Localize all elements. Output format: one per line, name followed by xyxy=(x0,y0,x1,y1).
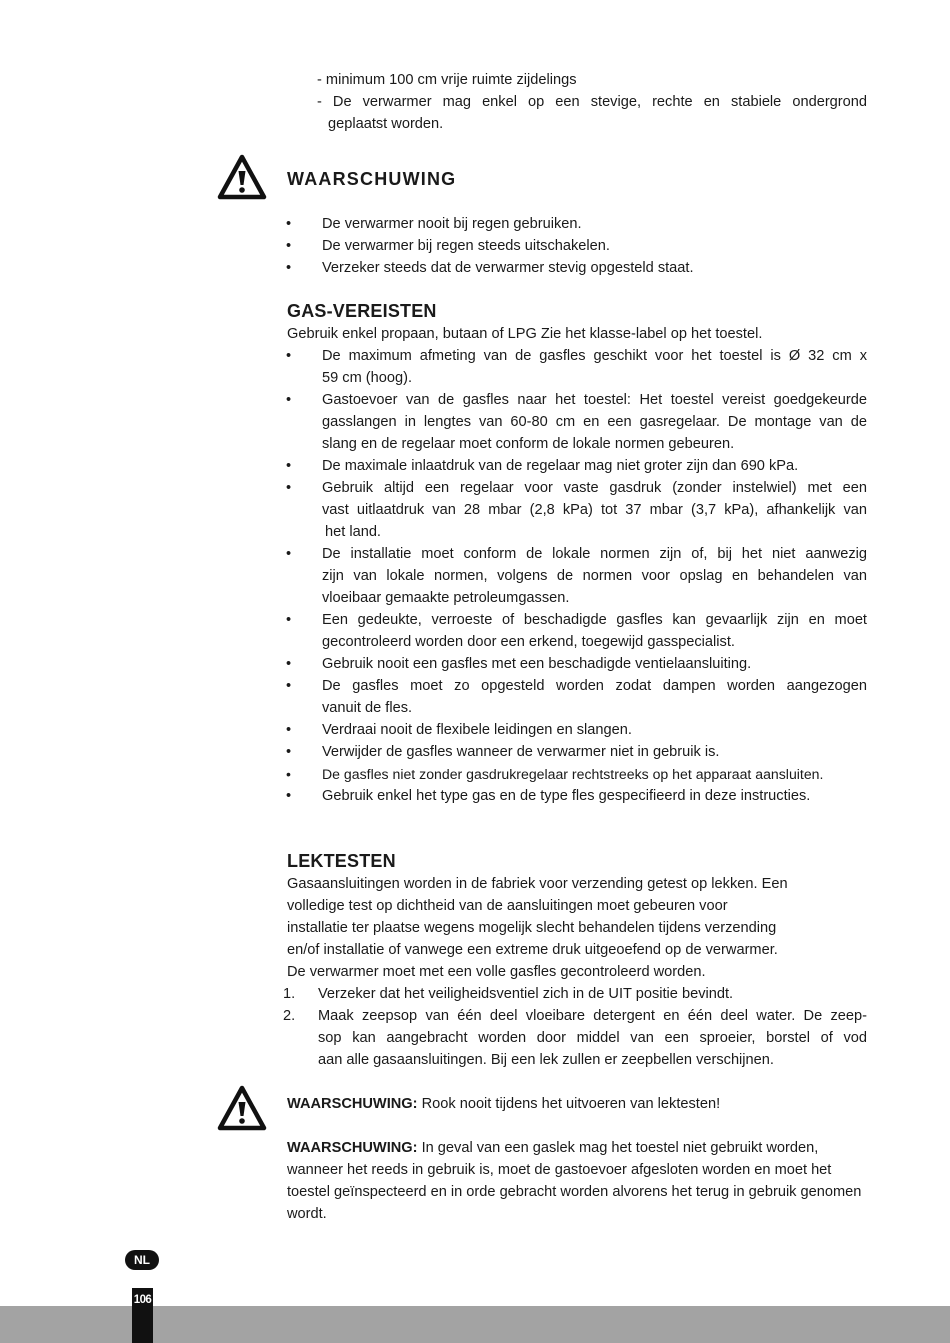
gas-list-continuation: vast uitlaatdruk van 28 mbar (2,8 kPa) tot 37 mbar (3,7 kPa), afhankelijk van xyxy=(322,502,867,518)
warning-list-item: • De verwarmer bij regen steeds uitschakelen. xyxy=(322,235,904,257)
gas-list-continuation: 59 cm (hoog). xyxy=(322,370,413,386)
gas-list-item xyxy=(322,675,867,697)
warning-list-item: • De verwarmer nooit bij regen gebruiken. xyxy=(322,213,904,235)
leak-step xyxy=(283,983,900,1005)
gas-list-item: • De gasfles niet zonder gasdrukregelaar rechtstreeks op het apparaat aansluiten. xyxy=(322,763,904,785)
step-text: Verzeker dat het veiligheidsventiel zich in de UIT positie bevindt. xyxy=(318,986,734,1002)
warning-heading: WAARSCHUWING xyxy=(287,169,457,189)
smoking-warning xyxy=(287,1093,869,1115)
gas-line: • Gebruik altijd een regelaar voor vaste gasdruk (zonder instelwiel) met een xyxy=(322,480,867,496)
gas-list-item: • Verdraai nooit de flexibele leidingen en slangen. xyxy=(322,719,904,741)
gas-requirements-heading: GAS-VEREISTEN xyxy=(287,301,437,321)
gas-line: • De installatie moet conform de lokale normen zijn of, bij het niet aanwezig xyxy=(322,546,867,562)
gas-list-continuation: slang en de regelaar moet conform de lokale normen gebeuren. xyxy=(322,436,735,452)
warning-triangle-icon xyxy=(217,1085,267,1131)
step-text: Maak zeepsop van één deel vloeibare detergent en één deel water. De zeep- xyxy=(318,1008,867,1024)
warning-label: WAARSCHUWING: xyxy=(287,1140,418,1156)
gas-list-continuation: het land. xyxy=(325,524,381,540)
step-number: 1. xyxy=(283,986,296,1002)
gas-line: • Een gedeukte, verroeste of beschadigde gasfles kan gevaarlijk zijn en moet xyxy=(322,612,867,628)
gas-list-item xyxy=(322,543,867,565)
leak-test-heading: LEKTESTEN xyxy=(287,851,396,871)
leak-paragraph-line: De verwarmer moet met een volle gasfles gecontroleerd worden. xyxy=(287,964,706,980)
leak-step-continuation: sop kan aangebracht worden door middel van een sproeier, borstel of vod xyxy=(318,1030,867,1046)
gas-list-item xyxy=(322,389,867,411)
gas-list-continuation: zijn van lokale normen, volgens de normen voor opslag en behandelen van xyxy=(322,568,867,584)
gas-line: • De maximum afmeting van de gasfles geschikt voor het toestel is Ø 32 cm x xyxy=(322,348,867,364)
leak-paragraph-line: Gasaansluitingen worden in de fabriek voor verzending getest op lekken. Een xyxy=(287,876,788,892)
warning-text: In geval van een gaslek mag het toestel niet gebruikt worden, wanneer het reeds in gebruik is, moet de gastoevoer afgesloten worden en moet het toestel geïnspecteerd en in orde gebracht worden alvorens het terug in gebruik genomen wordt. xyxy=(287,1140,862,1222)
warning-label: WAARSCHUWING: xyxy=(287,1096,418,1112)
leak-step-continuation: aan alle gasaansluitingen. Bij een lek zullen er zeepbellen verschijnen. xyxy=(318,1052,774,1068)
step-number: 2. xyxy=(283,1008,296,1024)
gas-leak-warning xyxy=(287,1137,875,1225)
gas-list-continuation: vloeibaar gemaakte petroleumgassen. xyxy=(322,590,570,606)
gas-list-item: • De maximale inlaatdruk van de regelaar mag niet groter zijn dan 690 kPa. xyxy=(322,455,904,477)
gas-list-continuation: gasslangen in lengtes van 60-80 cm en een gasregelaar. De montage van de xyxy=(322,414,867,430)
top-list-item: - De verwarmer mag enkel op een stevige, rechte en stabiele ondergrond xyxy=(317,94,867,110)
gas-list-item: • Verwijder de gasfles wanneer de verwarmer niet in gebruik is. xyxy=(322,741,904,763)
leak-paragraph-line: installatie ter plaatse wegens mogelijk slecht behandelen tijdens verzending xyxy=(287,920,777,936)
gas-list-continuation: gecontroleerd worden door een erkend, toegewijd gasspecialist. xyxy=(322,634,735,650)
gas-intro: Gebruik enkel propaan, butaan of LPG Zie het klasse-label op het toestel. xyxy=(287,326,763,342)
page-number: 106 xyxy=(133,1294,152,1306)
warning-triangle-icon xyxy=(217,154,267,200)
gas-list-item xyxy=(322,609,867,631)
leak-paragraph-line: en/of installatie of vanwege een extreme druk uitgeoefend op de verwarmer. xyxy=(287,942,778,958)
top-list-item: - minimum 100 cm vrije ruimte zijdelings xyxy=(317,72,577,88)
warning-text: Rook nooit tijdens het uitvoeren van lektesten! xyxy=(417,1096,721,1112)
leak-paragraph-line: volledige test op dichtheid van de aansluitingen moet gebeuren voor xyxy=(287,898,728,914)
gas-list-item: • Gebruik enkel het type gas en de type fles gespecifieerd in deze instructies. xyxy=(322,785,904,807)
gas-line: • De gasfles moet zo opgesteld worden zodat dampen worden aangezogen xyxy=(322,678,867,694)
gas-line: • Gastoevoer van de gasfles naar het toestel: Het toestel vereist goedgekeurde xyxy=(322,392,867,408)
warning-list-item: • Verzeker steeds dat de verwarmer stevig opgesteld staat. xyxy=(322,257,904,279)
gas-list-item xyxy=(322,477,867,499)
gas-list-item: • Gebruik nooit een gasfles met een beschadigde ventielaansluiting. xyxy=(322,653,904,675)
gas-list-continuation: vanuit de fles. xyxy=(322,700,413,716)
leak-step xyxy=(283,1005,867,1027)
gas-list-item xyxy=(322,345,867,367)
language-badge: NL xyxy=(125,1250,159,1270)
top-list-item-continuation: geplaatst worden. xyxy=(328,116,444,132)
